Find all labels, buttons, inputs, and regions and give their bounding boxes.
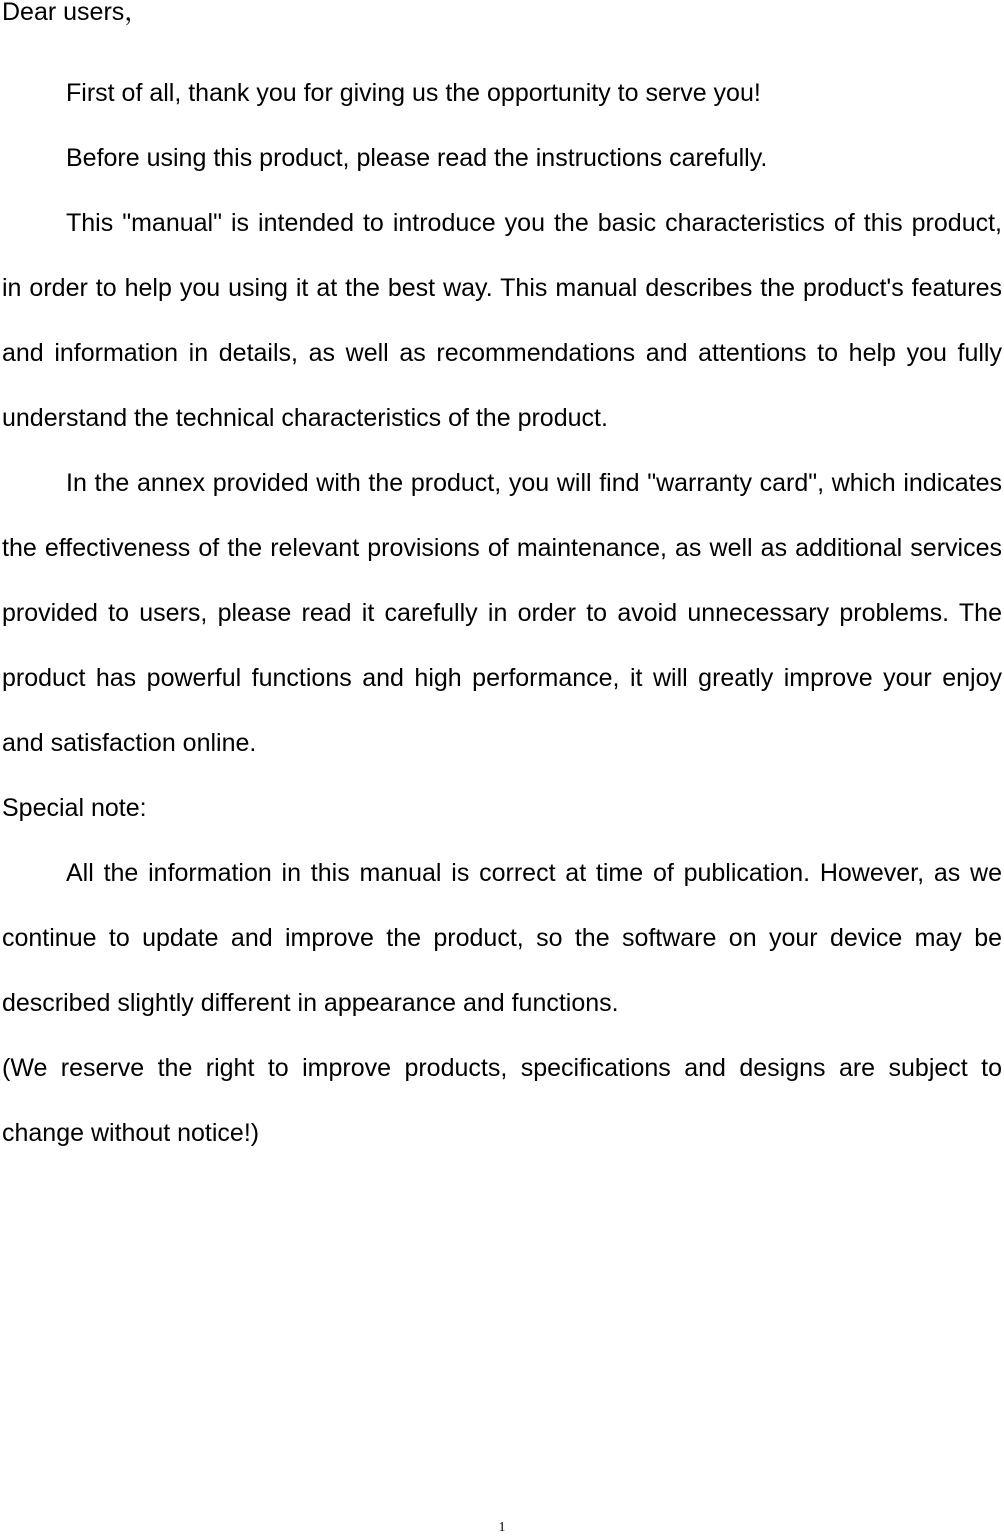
manual-page-body xyxy=(2,0,1002,1166)
special-note-label: Special note: xyxy=(2,794,147,822)
greeting: Dear users， xyxy=(2,0,150,26)
paragraph-thanks: First of all, thank you for giving us the opportunity to serve you! xyxy=(66,79,761,107)
special-note-text: All the information in this manual is correct at time of publication. However, as we continue to update and improve the product, so the software on your device may be described slightly different in appearance and functions. xyxy=(2,859,1002,1017)
paragraph-manual-intro: This "manual" is intended to introduce you the basic characteristics of this product, in order to help you using it at the best way. This manual describes the product's features and information in details, as well as recommendations and attentions to help you fully understand the technical characteristics of the product. xyxy=(2,209,1002,432)
paragraph-warranty: In the annex provided with the product, you will find "warranty card", which indicates the effectiveness of the relevant provisions of maintenance, as well as additional services provided to users, please read it carefully in order to avoid unnecessary problems. The product has powerful functions and high performance, it will greatly improve your enjoy and satisfaction online. xyxy=(2,469,1002,757)
reserve-notice: (We reserve the right to improve products, specifications and designs are subject to change without notice!) xyxy=(2,1054,1002,1147)
page-number: 1 xyxy=(498,1520,506,1535)
paragraph-read-instructions: Before using this product, please read the instructions carefully. xyxy=(66,144,768,172)
